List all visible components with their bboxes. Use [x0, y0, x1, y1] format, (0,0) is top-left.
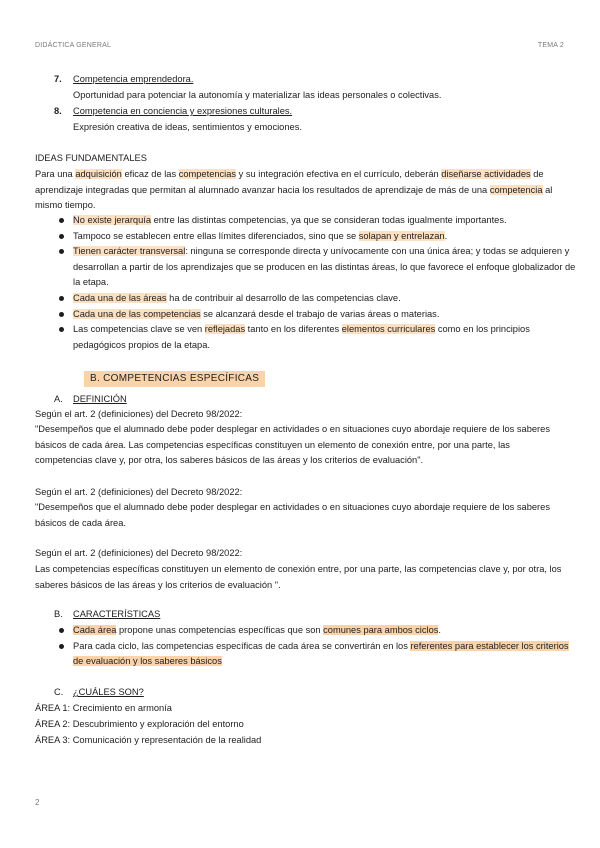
header-left: DIDÁCTICA GENERAL [35, 42, 112, 49]
subsection-b-letter: B. [54, 609, 63, 619]
list-item: Las competencias clave se ven reflejadas tanto en los diferentes elementos curriculares como en los principios pedagógicos propios de la etapa. [73, 322, 579, 353]
definition-3-text: Las competencias específicas constituyen un elemento de conexión entre, por una parte, las competencias clave y, por otra, los saberes básicos de las áreas y los criterios de evaluación ". [35, 564, 562, 590]
item-number-7: 7. [54, 74, 62, 84]
subsection-b-label: CARACTERÍSTICAS [73, 609, 161, 619]
item-title-7: Competencia emprendedora. [73, 74, 194, 84]
ideas-bullet-list [57, 213, 579, 353]
list-item: Para cada ciclo, las competencias específicas de cada área se convertirán en los referentes para establecer los criterios de evaluación y los saberes básicos [73, 639, 579, 670]
item-title-8: Competencia en conciencia y expresiones culturales. [73, 106, 293, 116]
list-item: Cada una de las áreas ha de contribuir al desarrollo de las competencias clave. [73, 291, 579, 307]
section-title: B. COMPETENCIAS ESPECÍFICAS [84, 371, 265, 387]
page-number: 2 [35, 798, 40, 807]
list-item: Cada una de las competencias se alcanzará desde el trabajo de varias áreas o materias. [73, 307, 579, 323]
area-1: ÁREA 1: Crecimiento en armonía [35, 703, 172, 713]
area-3: ÁREA 3: Comunicación y representación de la realidad [35, 735, 262, 745]
item-number-8: 8. [54, 106, 62, 116]
ideas-heading: IDEAS FUNDAMENTALES [35, 153, 147, 163]
definition-2-source: Según el art. 2 (definiciones) del Decreto 98/2022: [35, 487, 243, 497]
item-desc-8: Expresión creativa de ideas, sentimientos y emociones. [73, 122, 302, 132]
definition-1-source: Según el art. 2 (definiciones) del Decreto 98/2022: [35, 409, 243, 419]
list-item: No existe jerarquía entre las distintas competencias, ya que se consideran todas igualmente importantes. [73, 213, 579, 229]
header-right: TEMA 2 [537, 42, 564, 49]
definition-3-source: Según el art. 2 (definiciones) del Decreto 98/2022: [35, 548, 243, 558]
subsection-c-letter: C. [54, 687, 64, 697]
ideas-intro: Para una adquisición eficaz de las competencias y su integración efectiva en el currículo, deberán diseñarse actividades de aprendizaje integradas que permitan al alumnado avanzar hacia los resultados de aprendizaje de más de una competencia al mismo tiempo. [35, 169, 553, 211]
subsection-c-label: ¿CUÁLES SON? [73, 687, 144, 697]
definition-1-text: "Desempeños que el alumnado debe poder desplegar en actividades o en situaciones cuyo abordaje requiere de los saberes básicos de cada área. Las competencias específicas constituyen un elemento de conexión entre, por una parte, las competencias clave y, por otra, los saberes básicos de las áreas y los criterios de evaluación". [35, 424, 550, 466]
characteristics-list [57, 623, 579, 670]
item-desc-7: Oportunidad para potenciar la autonomía y materializar las ideas personales o colectivas. [73, 90, 442, 100]
subsection-a-letter: A. [54, 394, 63, 404]
list-item: Tienen carácter transversal: ninguna se corresponde directa y unívocamente con una única área; y todas se adquieren y desarrollan a partir de los aprendizajes que se producen en las distintas áreas, lo que favorece el enfoque globalizador de la etapa. [73, 244, 579, 291]
subsection-a-label: DEFINICIÓN [73, 394, 127, 404]
area-2: ÁREA 2: Descubrimiento y exploración del entorno [35, 719, 244, 729]
list-item: Cada área propone unas competencias específicas que son comunes para ambos ciclos. [73, 623, 579, 639]
definition-2-text: "Desempeños que el alumnado debe poder desplegar en actividades o en situaciones cuyo abordaje requiere de los saberes básicos de cada área. [35, 502, 550, 528]
list-item: Tampoco se establecen entre ellas límites diferenciados, sino que se solapan y entrelazan. [73, 229, 579, 245]
